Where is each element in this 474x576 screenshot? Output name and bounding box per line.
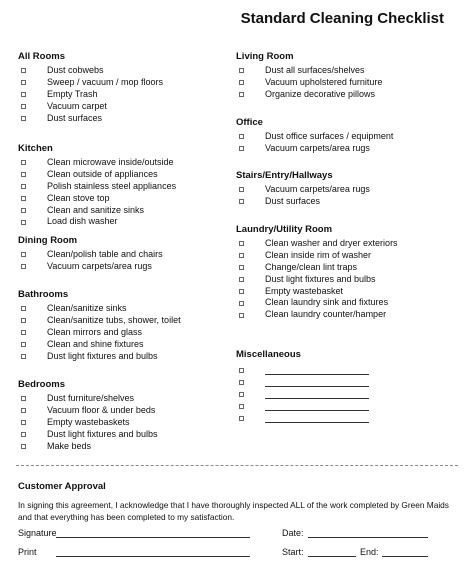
checklist-item[interactable]	[236, 143, 446, 155]
document-title: Standard Cleaning Checklist	[240, 10, 444, 27]
checkbox[interactable]	[21, 420, 26, 425]
blank-checklist-item[interactable]	[236, 413, 446, 425]
dashed-divider	[16, 465, 458, 466]
checklist-item[interactable]	[18, 441, 228, 453]
blank-write-line[interactable]	[265, 379, 369, 387]
section-heading: Bedrooms	[18, 379, 65, 390]
item-label: Empty Trash	[47, 88, 98, 99]
checkbox[interactable]	[21, 184, 26, 189]
checklist-item[interactable]	[18, 429, 228, 441]
signature-line[interactable]	[56, 527, 250, 538]
blank-write-line[interactable]	[265, 391, 369, 399]
checkbox[interactable]	[239, 380, 244, 385]
checkbox[interactable]	[239, 80, 244, 85]
checkbox[interactable]	[239, 187, 244, 192]
checkbox[interactable]	[21, 330, 26, 335]
checkbox[interactable]	[239, 253, 244, 258]
checkbox[interactable]	[21, 172, 26, 177]
checkbox[interactable]	[21, 220, 26, 225]
checklist-item[interactable]	[236, 262, 446, 274]
checklist-item[interactable]	[18, 169, 228, 181]
checkbox[interactable]	[21, 116, 26, 121]
item-label: Vacuum floor & under beds	[47, 404, 156, 415]
date-label: Date:	[282, 528, 304, 538]
section-laundry-utility-room	[236, 224, 446, 321]
item-label: Clean stove top	[47, 192, 110, 203]
section-living-room	[236, 51, 446, 101]
section-heading: Office	[236, 117, 263, 128]
checklist-item[interactable]	[236, 184, 446, 196]
checklist-item[interactable]	[18, 303, 228, 315]
checklist-item[interactable]	[18, 405, 228, 417]
checkbox[interactable]	[239, 301, 244, 306]
section-heading: Miscellaneous	[236, 349, 301, 360]
checklist-item[interactable]	[18, 351, 228, 363]
blank-checklist-item[interactable]	[236, 401, 446, 413]
section-kitchen	[18, 143, 228, 228]
checklist-item[interactable]	[18, 65, 228, 77]
checkbox[interactable]	[21, 432, 26, 437]
section-miscellaneous	[236, 349, 446, 424]
checklist-item[interactable]	[18, 327, 228, 339]
blank-write-line[interactable]	[265, 403, 369, 411]
section-heading: All Rooms	[18, 51, 65, 62]
checklist-item[interactable]	[236, 196, 446, 208]
checklist-item[interactable]	[18, 101, 228, 113]
checkbox[interactable]	[21, 264, 26, 269]
checklist-item[interactable]	[18, 261, 228, 273]
approval-heading: Customer Approval	[18, 481, 106, 492]
checkbox[interactable]	[239, 404, 244, 409]
checkbox[interactable]	[239, 265, 244, 270]
checklist-item[interactable]	[18, 113, 228, 125]
item-label: Dust surfaces	[265, 195, 321, 206]
item-label: Polish stainless steel appliances	[47, 180, 177, 191]
item-label: Clean and shine fixtures	[47, 338, 144, 349]
checklist-item[interactable]	[236, 297, 446, 309]
checkbox[interactable]	[239, 313, 244, 318]
checkbox[interactable]	[21, 160, 26, 165]
item-label: Dust office surfaces / equipment	[265, 131, 394, 141]
checklist-item[interactable]	[18, 89, 228, 101]
item-label: Change/clean lint traps	[265, 261, 358, 272]
blank-checklist-item[interactable]	[236, 377, 446, 389]
checklist-item[interactable]	[236, 274, 446, 286]
section-heading: Laundry/Utility Room	[236, 224, 333, 235]
checklist-item[interactable]	[236, 286, 446, 298]
checkbox[interactable]	[21, 306, 26, 311]
checkbox[interactable]	[239, 134, 244, 139]
section-bedrooms	[18, 379, 228, 452]
checklist-item[interactable]	[236, 131, 446, 143]
checkbox[interactable]	[21, 318, 26, 323]
approval-statement: In signing this agreement, I acknowledge that I have thoroughly inspected ALL of the work completed by Green Maids and that everything has been completed to my satisfaction.	[18, 500, 449, 522]
print-label: Print	[18, 547, 37, 557]
checkbox[interactable]	[239, 392, 244, 397]
checklist-item[interactable]	[18, 157, 228, 169]
section-heading: Living Room	[236, 51, 294, 62]
checklist-item[interactable]	[236, 250, 446, 262]
section-stairs-entry-hallways	[236, 170, 446, 208]
checkbox[interactable]	[239, 199, 244, 204]
checkbox[interactable]	[239, 368, 244, 373]
end-line[interactable]	[382, 546, 428, 557]
checklist-item[interactable]	[236, 89, 446, 101]
checkbox[interactable]	[239, 416, 244, 421]
item-label: Organize decorative pillows	[265, 88, 376, 99]
checkbox[interactable]	[239, 277, 244, 282]
item-label: Empty wastebaskets	[47, 416, 130, 427]
item-label: Make beds	[47, 440, 92, 451]
checkbox[interactable]	[21, 92, 26, 97]
item-label: Clean and sanitize sinks	[47, 204, 145, 215]
blank-write-line[interactable]	[265, 415, 369, 423]
item-label: Clean washer and dryer exteriors	[265, 238, 398, 248]
checklist-item[interactable]	[236, 77, 446, 89]
blank-checklist-item[interactable]	[236, 389, 446, 401]
item-label: Dust surfaces	[47, 112, 103, 123]
item-label: Clean laundry counter/hamper	[265, 309, 387, 320]
signature-row	[18, 527, 428, 538]
item-label: Clean inside rim of washer	[265, 249, 372, 260]
item-label: Clean/polish table and chairs	[47, 249, 163, 259]
blank-checklist-item[interactable]	[236, 365, 446, 377]
item-label: Clean/sanitize sinks	[47, 303, 127, 313]
checklist-item[interactable]	[18, 205, 228, 217]
item-label: Vacuum upholstered furniture	[265, 76, 383, 87]
item-label: Dust all surfaces/shelves	[265, 65, 365, 75]
end-label: End:	[360, 547, 379, 557]
checkbox[interactable]	[21, 444, 26, 449]
checklist-item[interactable]	[18, 193, 228, 205]
checklist-item[interactable]	[18, 339, 228, 351]
checklist-item[interactable]	[18, 216, 228, 228]
item-label: Clean outside of appliances	[47, 168, 158, 179]
item-label: Vacuum carpets/area rugs	[265, 142, 370, 153]
checkbox[interactable]	[239, 92, 244, 97]
item-label: Vacuum carpets/area rugs	[47, 260, 152, 271]
checkbox[interactable]	[239, 68, 244, 73]
signature-label: Signature	[18, 528, 57, 538]
checkbox[interactable]	[21, 408, 26, 413]
checklist-item[interactable]	[236, 238, 446, 250]
checklist-item[interactable]	[18, 315, 228, 327]
checklist-item[interactable]	[236, 309, 446, 321]
item-label: Empty wastebasket	[265, 285, 344, 296]
checkbox[interactable]	[21, 68, 26, 73]
section-heading: Kitchen	[18, 143, 53, 154]
section-heading: Dining Room	[18, 235, 78, 246]
item-label: Vacuum carpets/area rugs	[265, 184, 370, 194]
checkbox[interactable]	[239, 146, 244, 151]
checklist-item[interactable]	[18, 393, 228, 405]
checkbox[interactable]	[21, 80, 26, 85]
item-label: Dust cobwebs	[47, 65, 104, 75]
checkbox[interactable]	[21, 252, 26, 257]
checkbox[interactable]	[239, 241, 244, 246]
item-label: Dust light fixtures and bulbs	[47, 428, 158, 439]
checkbox[interactable]	[21, 104, 26, 109]
section-dining-room	[18, 235, 228, 273]
checklist-item[interactable]	[236, 65, 446, 77]
section-office	[236, 117, 446, 155]
item-label: Sweep / vacuum / mop floors	[47, 76, 164, 87]
item-label: Clean mirrors and glass	[47, 326, 143, 337]
checkbox[interactable]	[21, 342, 26, 347]
checklist-item[interactable]	[18, 417, 228, 429]
print-row	[18, 546, 428, 557]
checkbox[interactable]	[21, 354, 26, 359]
item-label: Dust light fixtures and bulbs	[265, 273, 376, 284]
item-label: Vacuum carpet	[47, 100, 107, 111]
item-label: Clean laundry sink and fixtures	[265, 297, 389, 308]
item-label: Load dish washer	[47, 216, 118, 227]
checklist-item[interactable]	[18, 77, 228, 89]
item-label: Clean/sanitize tubs, shower, toilet	[47, 314, 181, 325]
section-heading: Bathrooms	[18, 289, 69, 300]
checklist-item[interactable]	[18, 249, 228, 261]
checkbox[interactable]	[21, 396, 26, 401]
checkbox[interactable]	[21, 208, 26, 213]
start-label: Start:	[282, 547, 304, 557]
item-label: Dust light fixtures and bulbs	[47, 350, 158, 361]
date-line[interactable]	[308, 527, 428, 538]
checkbox[interactable]	[239, 289, 244, 294]
section-heading: Stairs/Entry/Hallways	[236, 170, 333, 181]
item-label: Clean microwave inside/outside	[47, 157, 174, 167]
checklist-item[interactable]	[18, 181, 228, 193]
start-line[interactable]	[308, 546, 356, 557]
section-bathrooms	[18, 289, 228, 362]
section-all-rooms	[18, 51, 228, 124]
item-label: Dust furniture/shelves	[47, 393, 135, 403]
blank-write-line[interactable]	[265, 367, 369, 375]
print-line[interactable]	[56, 546, 250, 557]
checkbox[interactable]	[21, 196, 26, 201]
